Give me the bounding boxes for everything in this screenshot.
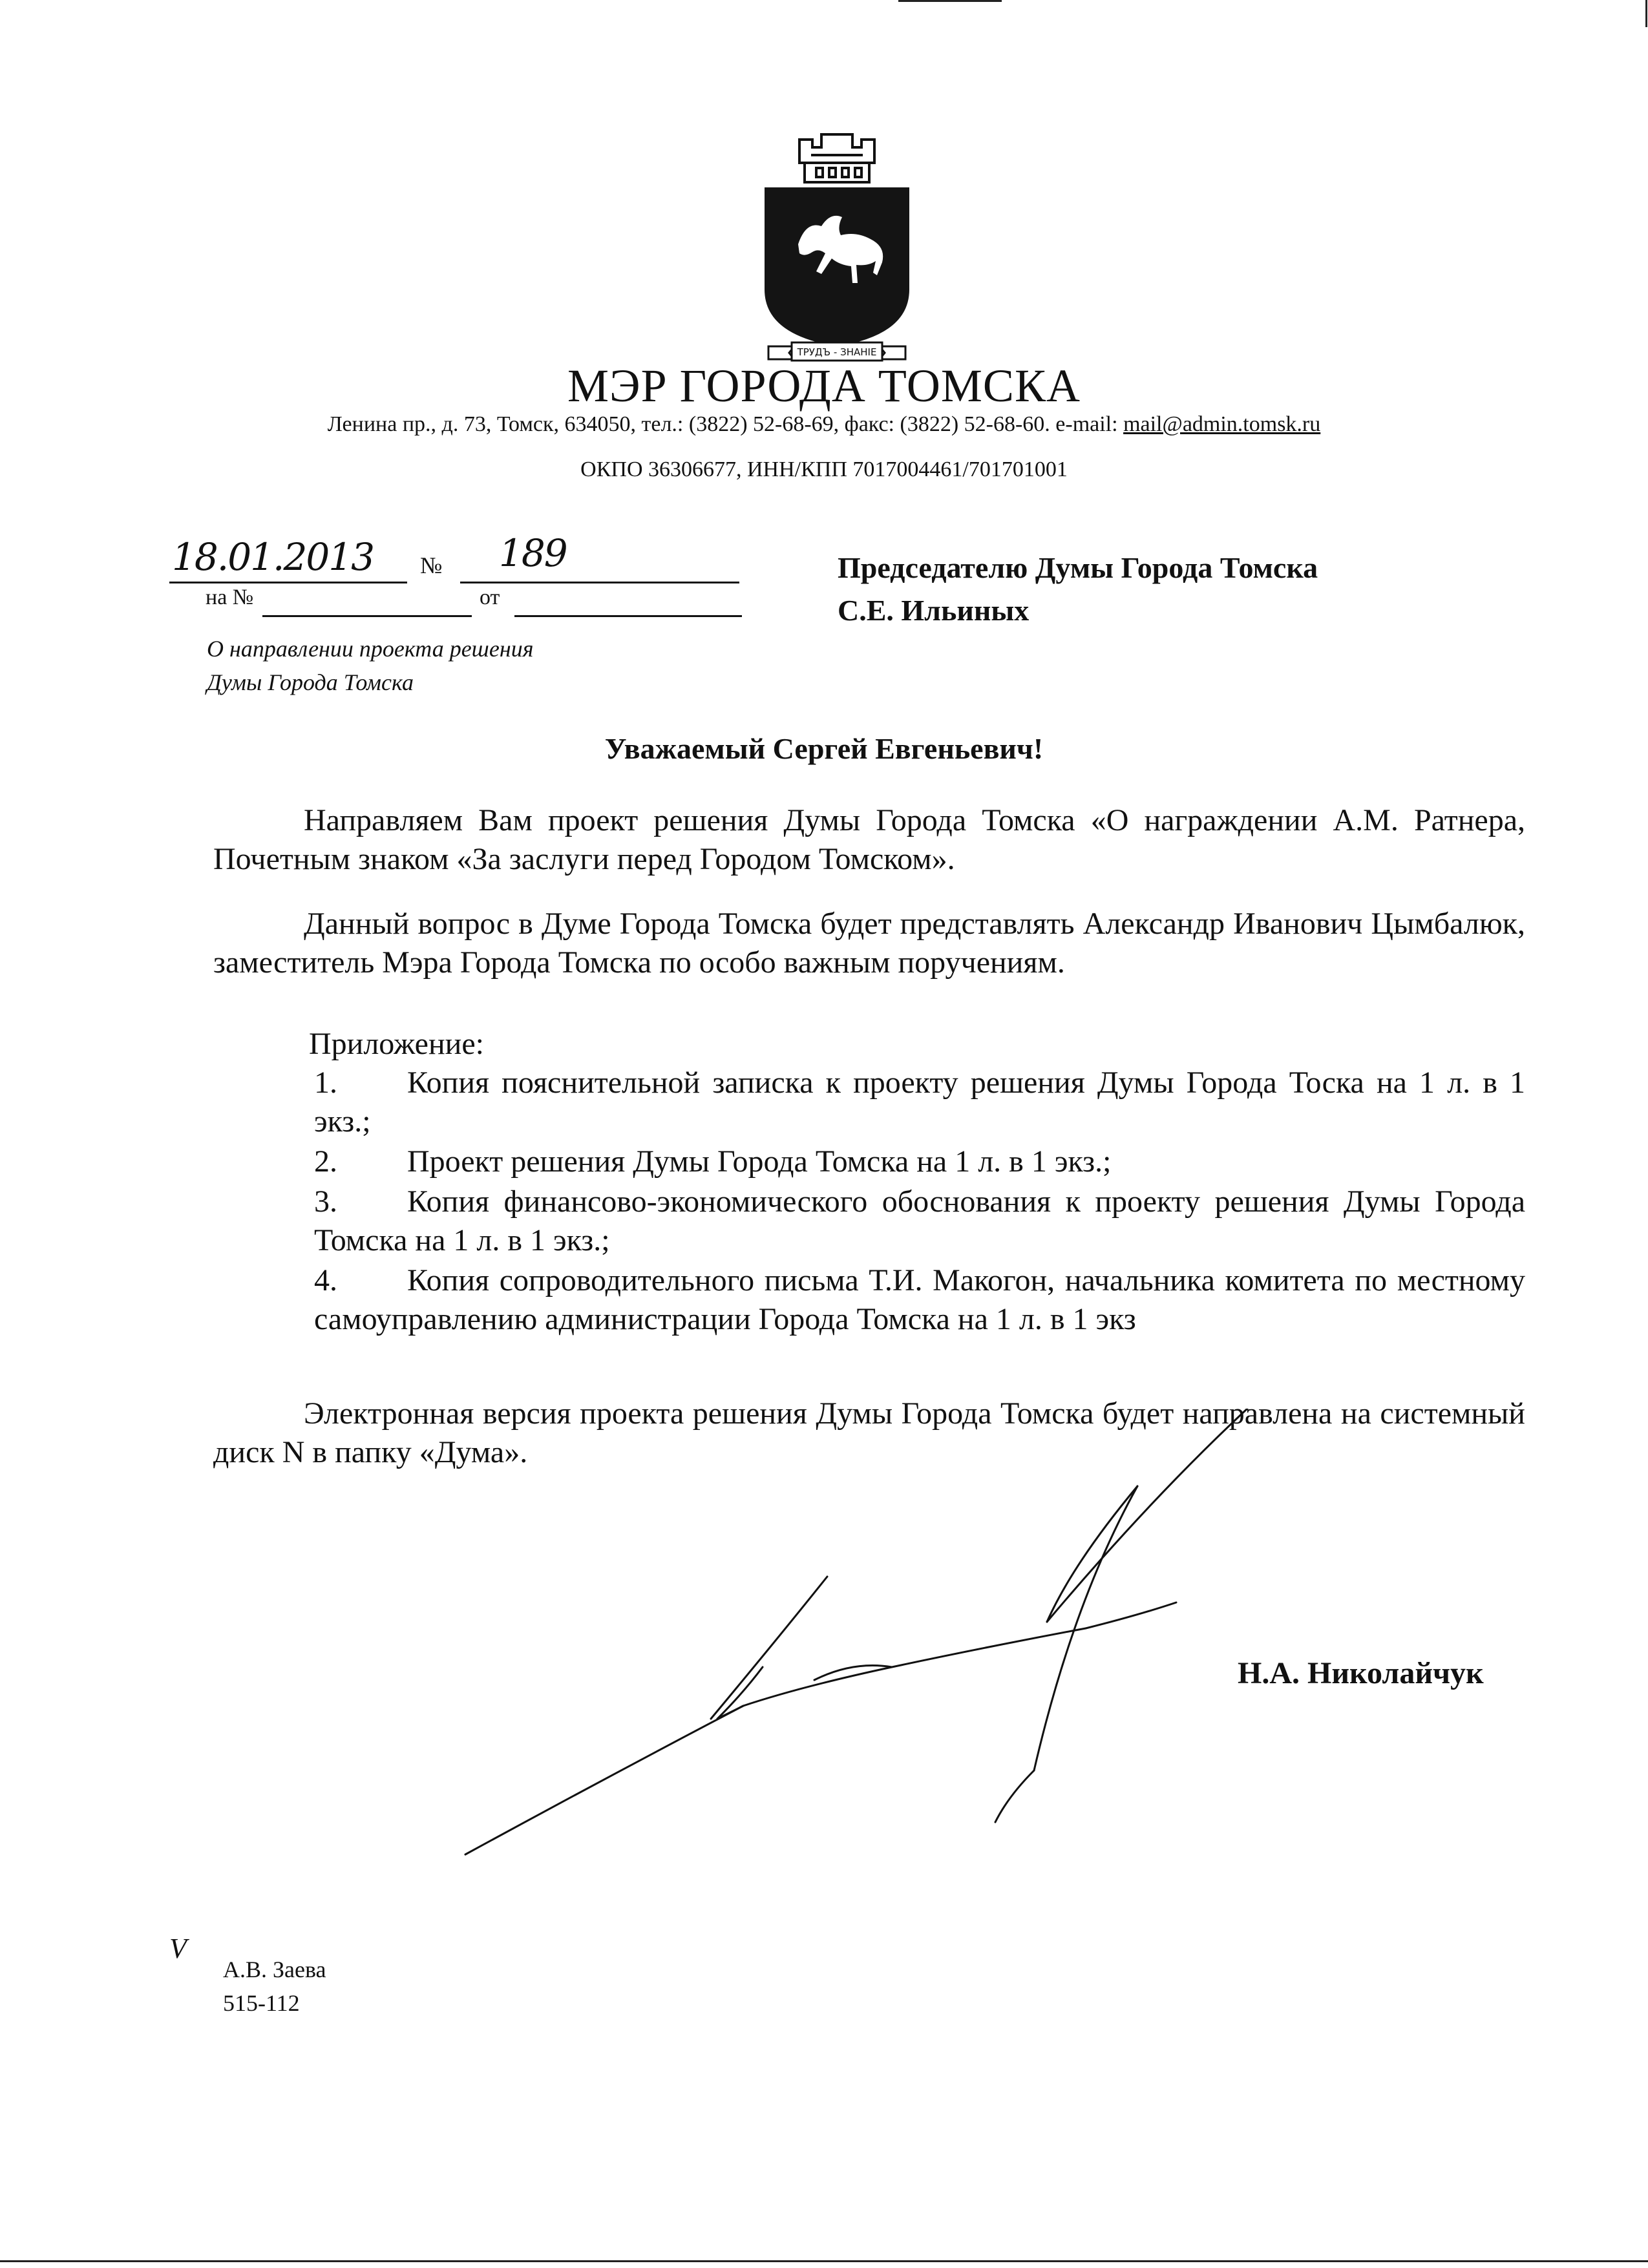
number-value: 189 [499, 531, 567, 575]
ref-number-field [262, 588, 472, 617]
executor-mark: V [169, 1933, 187, 1964]
executor [223, 1953, 326, 2020]
attachment-item [314, 1261, 1525, 1339]
attachment-number: 2. [314, 1144, 337, 1179]
date-value: 18.01.2013 [172, 535, 374, 579]
paragraph-3: Электронная версия проекта решения Думы Города Томска будет направлена на системный диск N в папку «Дума». [213, 1396, 1525, 1469]
executor-name: А.В. Заева [223, 1957, 326, 1982]
greeting: Уважаемый Сергей Евгеньевич! [604, 732, 1044, 765]
date-field [169, 536, 407, 583]
ribbon-icon [768, 342, 905, 361]
attachment-number: 4. [314, 1263, 337, 1297]
attachments-title: Приложение: [309, 1027, 484, 1061]
attachment-item [314, 1182, 1525, 1260]
from-label: от [480, 585, 500, 609]
attachment-item [314, 1142, 1525, 1181]
scan-border-right [1645, 0, 1647, 27]
number-field [460, 531, 739, 583]
emblem-motto: ТРУДЪ - ЗНАНIЕ [797, 346, 877, 358]
ref-date-field [514, 588, 742, 617]
subject-line-1: О направлении проекта решения [207, 636, 534, 662]
city-coat-of-arms [759, 129, 914, 368]
attachment-text: Копия сопроводительного письма Т.И. Макогон, начальника комитета по местному самоуправлению администрации Города Томска на 1 л. в 1 экз [314, 1263, 1525, 1336]
letterhead-contacts [0, 412, 1648, 437]
subject-line-2: Думы Города Томска [207, 669, 414, 695]
scan-border-bottom [0, 2260, 1648, 2262]
attachment-text: Проект решения Думы Города Томска на 1 л. в 1 экз.; [407, 1144, 1112, 1179]
crown-icon [799, 134, 874, 182]
paragraph-2: Данный вопрос в Думе Города Томска будет представлять Александр Иванович Цымбалюк, заместитель Мэра Города Томска по особо важным поручениям. [213, 907, 1525, 980]
subject [207, 632, 672, 699]
letterhead-ids: ОКПО 36306677, ИНН/КПП 7017004461/701701001 [580, 457, 1068, 481]
contacts-text: Ленина пр., д. 73, Томск, 634050, тел.: (3822) 52-68-69, факс: (3822) 52-68-60. e-mail: [327, 412, 1124, 436]
ref-label: на № [206, 585, 254, 609]
signer-name: Н.А. Николайчук [1238, 1656, 1484, 1690]
attachment-number: 3. [314, 1184, 337, 1219]
attachment-item [314, 1064, 1525, 1141]
attachment-text: Копия пояснительной записка к проекту решения Думы Города Тоска на 1 л. в 1 экз.; [314, 1066, 1525, 1139]
number-label: № [420, 552, 443, 578]
recipient-line-1: Председателю Думы Города Томска [838, 551, 1318, 584]
signature-icon [439, 1409, 1305, 1874]
scan-border-top [898, 0, 1002, 2]
paragraph-1: Направляем Вам проект решения Думы Города Томска «О награждении А.М. Ратнера, Почетным знаком «За заслуги перед Городом Томском». [213, 803, 1525, 876]
recipient-line-2: С.Е. Ильиных [838, 594, 1030, 627]
executor-phone: 515-112 [223, 1990, 300, 2016]
email-link[interactable]: mail@admin.tomsk.ru [1123, 412, 1321, 436]
attachment-number: 1. [314, 1066, 337, 1100]
recipient [838, 547, 1600, 632]
attachment-text: Копия финансово-экономического обоснования к проекту решения Думы Города Томска на 1 л. в 1 экз.; [314, 1184, 1525, 1257]
shield-icon [765, 187, 909, 346]
letterhead-title: МЭР ГОРОДА ТОМСКА [567, 360, 1081, 412]
